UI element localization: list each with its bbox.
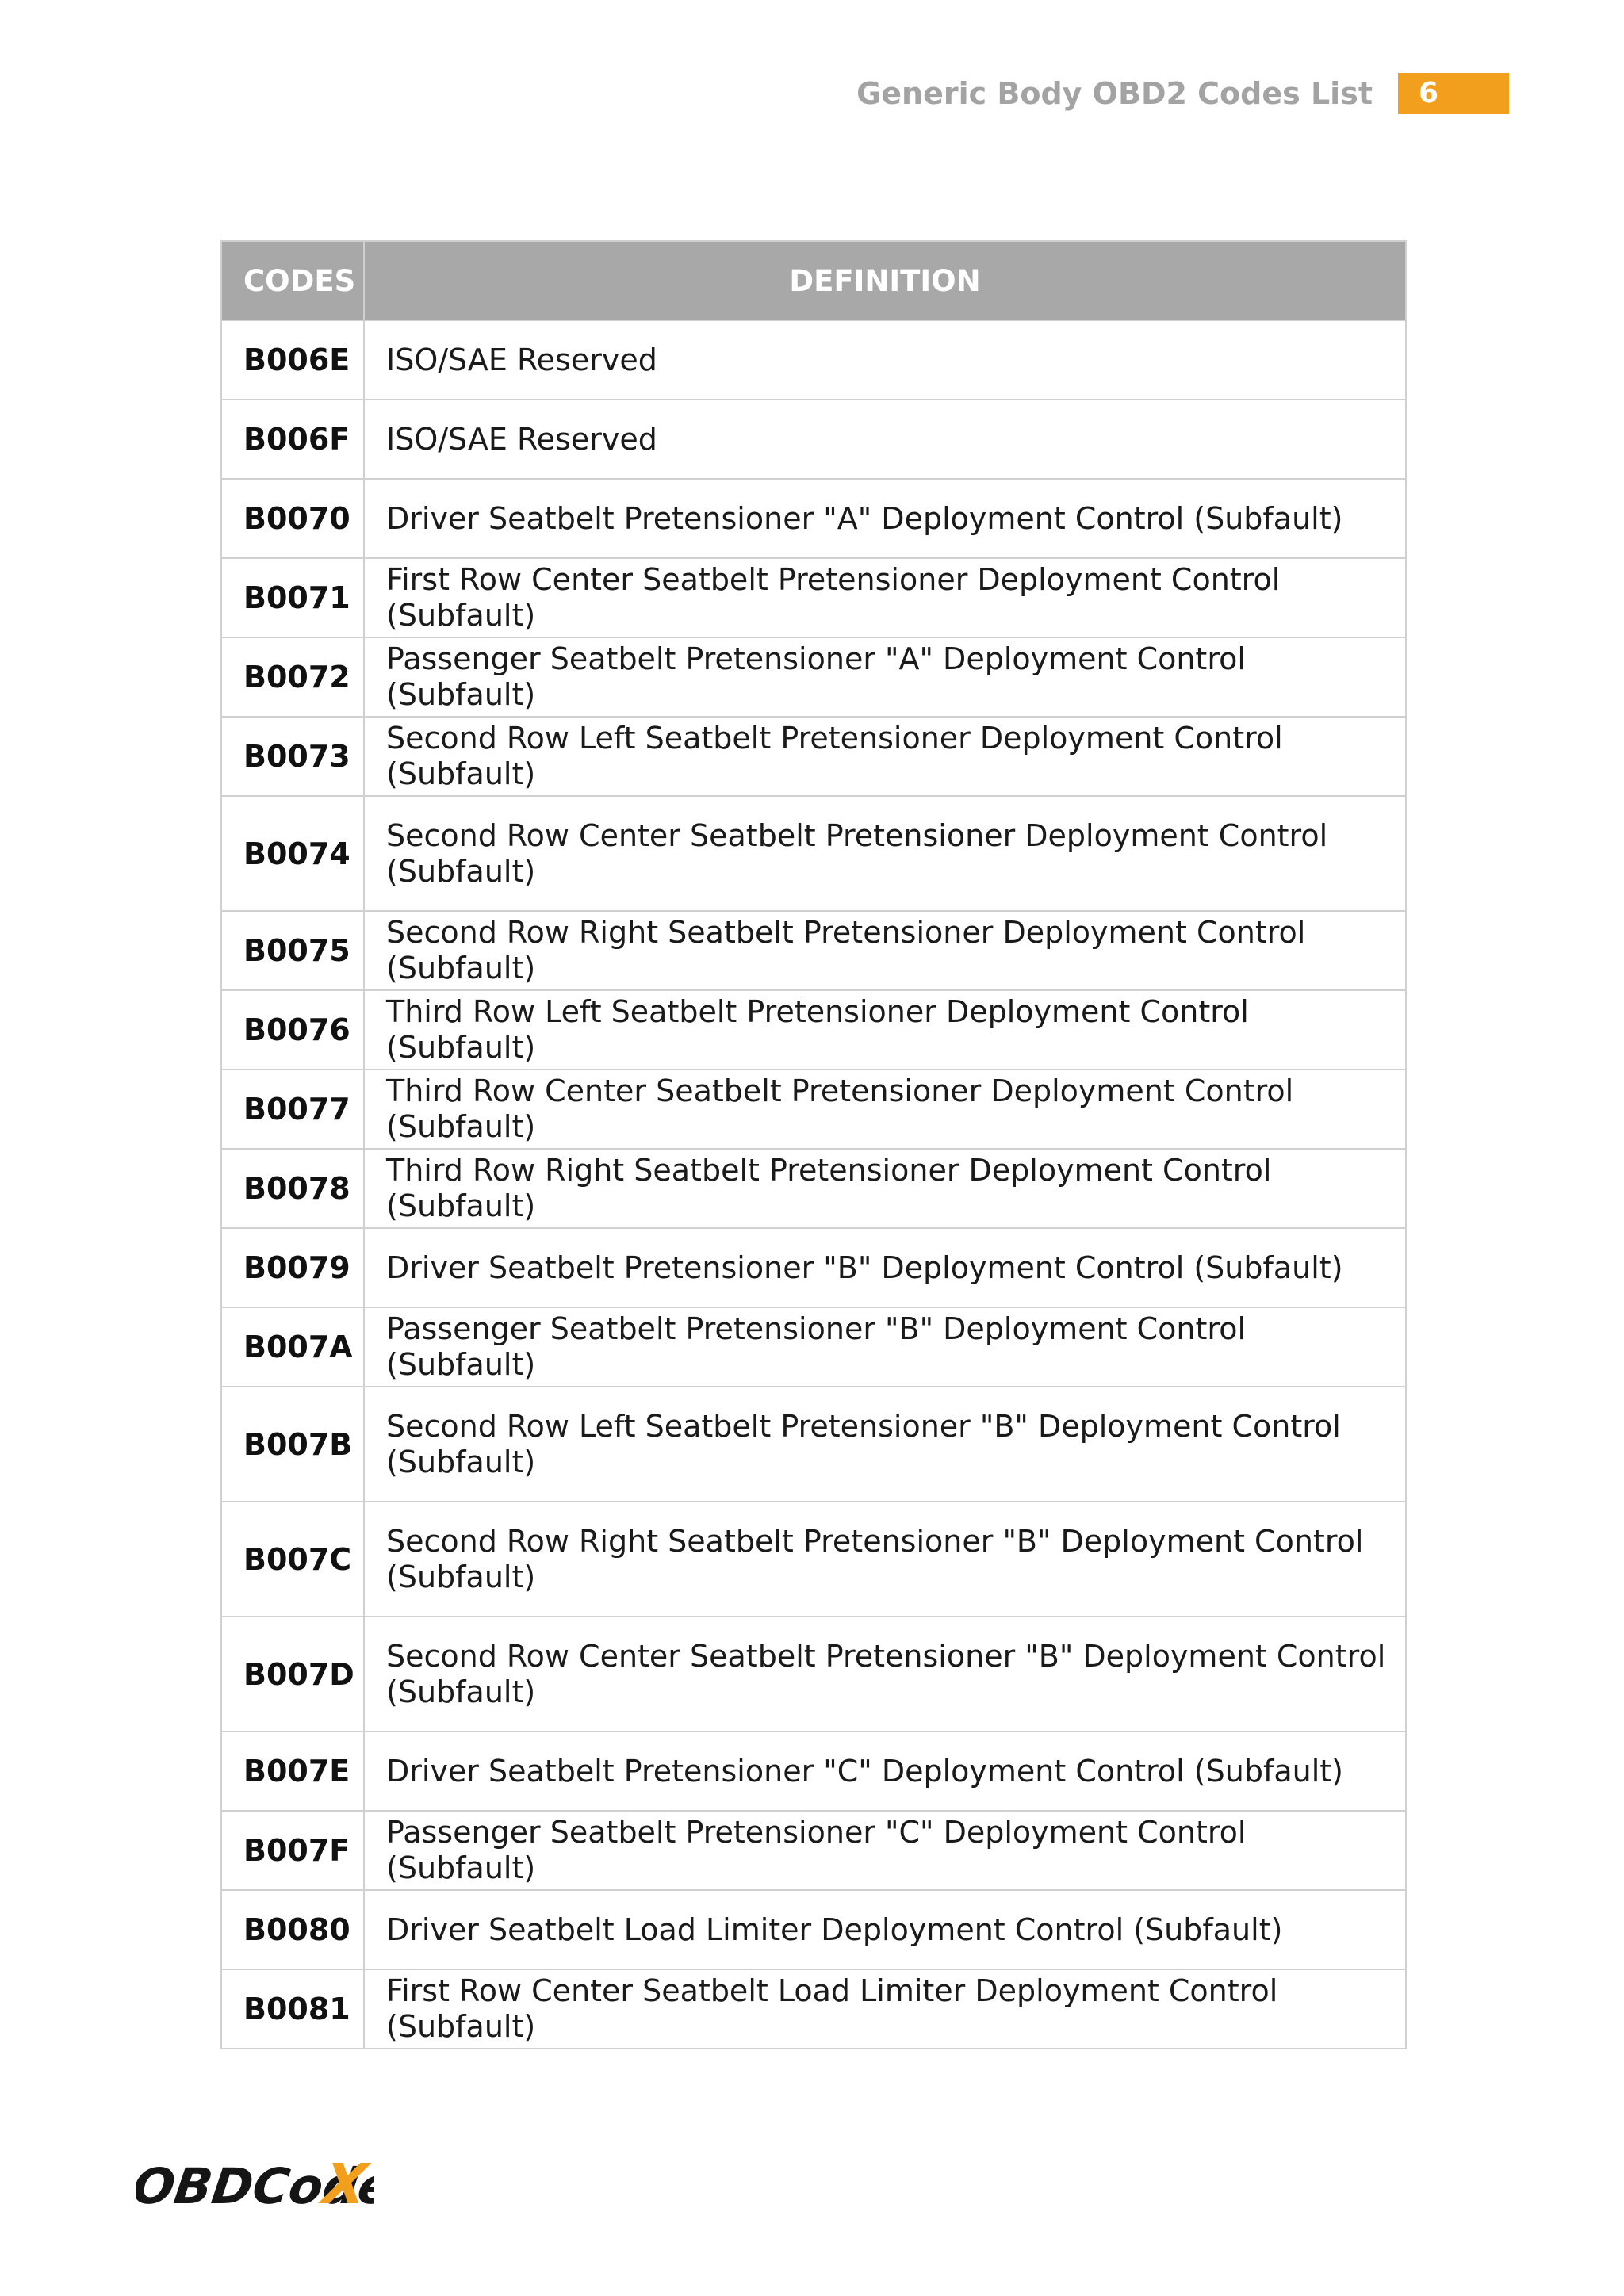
table-header-row <box>221 241 1406 320</box>
table-row <box>221 1732 1406 1811</box>
definition-cell: First Row Center Seatbelt Pretensioner Deployment Control (Subfault) <box>364 558 1406 637</box>
definition-cell: Driver Seatbelt Pretensioner "C" Deployment Control (Subfault) <box>364 1732 1406 1811</box>
code-cell: B006E <box>221 320 364 400</box>
code-cell: B007B <box>221 1387 364 1502</box>
page-header <box>856 73 1509 114</box>
definition-cell: Third Row Center Seatbelt Pretensioner Deployment Control (Subfault) <box>364 1070 1406 1149</box>
table-row <box>221 1969 1406 2049</box>
code-cell: B0072 <box>221 637 364 717</box>
definition-cell: Second Row Center Seatbelt Pretensioner "B" Deployment Control (Subfault) <box>364 1617 1406 1732</box>
table-row <box>221 1228 1406 1307</box>
definition-cell: Third Row Left Seatbelt Pretensioner Deployment Control (Subfault) <box>364 990 1406 1070</box>
definition-cell: ISO/SAE Reserved <box>364 320 1406 400</box>
definition-cell: Passenger Seatbelt Pretensioner "A" Deployment Control (Subfault) <box>364 637 1406 717</box>
table-row <box>221 479 1406 558</box>
code-cell: B007E <box>221 1732 364 1811</box>
definition-cell: Second Row Left Seatbelt Pretensioner Deployment Control (Subfault) <box>364 717 1406 796</box>
code-cell: B0077 <box>221 1070 364 1149</box>
definition-cell: Third Row Right Seatbelt Pretensioner Deployment Control (Subfault) <box>364 1149 1406 1228</box>
code-cell: B006F <box>221 400 364 479</box>
obdcodex-logo-icon <box>136 2151 374 2213</box>
code-cell: B0079 <box>221 1228 364 1307</box>
code-cell: B0076 <box>221 990 364 1070</box>
table-row <box>221 1617 1406 1732</box>
code-cell: B007F <box>221 1811 364 1890</box>
definition-cell: Driver Seatbelt Pretensioner "B" Deployment Control (Subfault) <box>364 1228 1406 1307</box>
code-cell: B007C <box>221 1502 364 1617</box>
table-row <box>221 1811 1406 1890</box>
table-row <box>221 717 1406 796</box>
code-cell: B0078 <box>221 1149 364 1228</box>
svg-text:X: X <box>319 2152 371 2213</box>
definition-cell: Passenger Seatbelt Pretensioner "B" Deployment Control (Subfault) <box>364 1307 1406 1387</box>
obdcodex-logo <box>136 2151 374 2213</box>
table-row <box>221 1149 1406 1228</box>
definition-cell: Driver Seatbelt Load Limiter Deployment Control (Subfault) <box>364 1890 1406 1969</box>
definition-cell: Second Row Right Seatbelt Pretensioner "B" Deployment Control (Subfault) <box>364 1502 1406 1617</box>
definition-cell: Second Row Left Seatbelt Pretensioner "B" Deployment Control (Subfault) <box>364 1387 1406 1502</box>
code-cell: B0071 <box>221 558 364 637</box>
code-cell: B007A <box>221 1307 364 1387</box>
table-row <box>221 400 1406 479</box>
definition-cell: First Row Center Seatbelt Load Limiter Deployment Control (Subfault) <box>364 1969 1406 2049</box>
table-row <box>221 320 1406 400</box>
definition-cell: Driver Seatbelt Pretensioner "A" Deployment Control (Subfault) <box>364 479 1406 558</box>
table-row <box>221 1307 1406 1387</box>
document-title: Generic Body OBD2 Codes List <box>856 76 1373 111</box>
column-header-definition: DEFINITION <box>364 241 1406 320</box>
code-cell: B0080 <box>221 1890 364 1969</box>
column-header-codes: CODES <box>221 241 364 320</box>
code-cell: B0073 <box>221 717 364 796</box>
code-cell: B0070 <box>221 479 364 558</box>
table-row <box>221 796 1406 911</box>
table-row <box>221 637 1406 717</box>
codes-table <box>220 240 1407 2049</box>
table-row <box>221 990 1406 1070</box>
code-cell: B0075 <box>221 911 364 990</box>
code-cell: B0081 <box>221 1969 364 2049</box>
table-row <box>221 1502 1406 1617</box>
definition-cell: ISO/SAE Reserved <box>364 400 1406 479</box>
definition-cell: Second Row Right Seatbelt Pretensioner Deployment Control (Subfault) <box>364 911 1406 990</box>
table-row <box>221 1890 1406 1969</box>
code-cell: B007D <box>221 1617 364 1732</box>
definition-cell: Second Row Center Seatbelt Pretensioner Deployment Control (Subfault) <box>364 796 1406 911</box>
code-cell: B0074 <box>221 796 364 911</box>
table-row <box>221 911 1406 990</box>
table-row <box>221 1070 1406 1149</box>
table-row <box>221 558 1406 637</box>
page-number-badge: 6 <box>1398 73 1509 114</box>
definition-cell: Passenger Seatbelt Pretensioner "C" Deployment Control (Subfault) <box>364 1811 1406 1890</box>
svg-text:OBDCode: OBDCode <box>136 2157 374 2213</box>
table-row <box>221 1387 1406 1502</box>
